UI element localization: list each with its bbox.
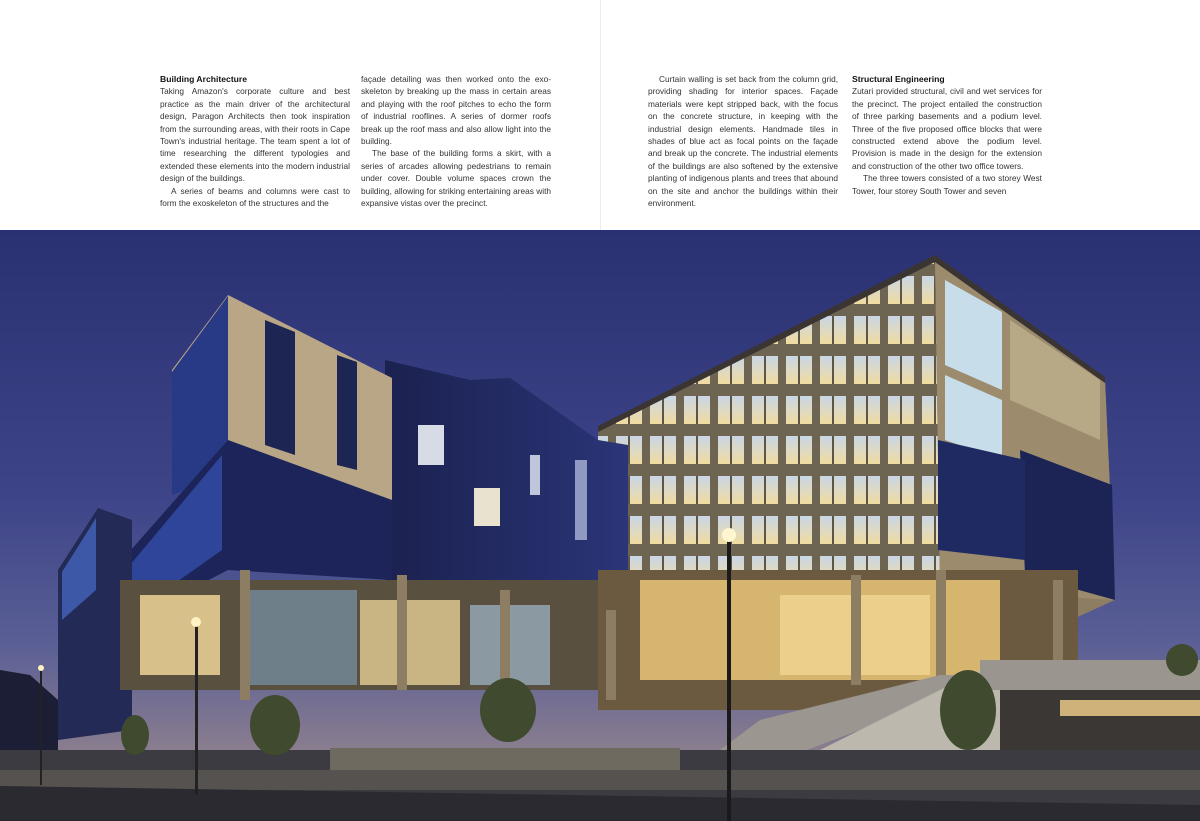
text-column-1 bbox=[160, 73, 350, 209]
paragraph: Curtain walling is set back from the column grid, providing shading for interior spaces. Façade materials were kept stripped back, with the focus on the concrete structure, in keeping with the industrial design elements. Handmade tiles in shades of blue act as focal points on the façade and break up the concrete. The industrial elements of the buildings are also softened by the extensive planting of indigenous plants and trees that abound on the site and anchor the buildings within their environment. bbox=[648, 74, 838, 209]
paragraph: Taking Amazon's corporate culture and best practice as the main driver of the architectural design, Paragon Architects then took inspiration from the surrounding areas, with their roots in Cape Town's industrial heritage. The team spent a lot of time researching the different typologies and extended these elements into the modern industrial design of the buildings. bbox=[160, 86, 350, 184]
page-gutter bbox=[600, 0, 601, 230]
paragraph: The three towers consisted of a two storey West Tower, four storey South Tower and seven bbox=[852, 173, 1042, 196]
text-column-3 bbox=[648, 73, 838, 209]
section-heading-architecture: Building Architecture bbox=[160, 74, 248, 84]
building-photograph bbox=[0, 230, 1200, 821]
building-illustration bbox=[0, 230, 1200, 821]
text-column-2 bbox=[361, 73, 551, 209]
blue-tile-block bbox=[385, 360, 628, 605]
paragraph: Zutari provided structural, civil and wet services for the precinct. The project entailed the construction of three parking basements and a podium level. Three of the five proposed office blocks that were constructed extend above the podium level. Provision is made in the design for the extension and construction of the other two office towers. bbox=[852, 86, 1042, 171]
paragraph: A series of beams and columns were cast to form the exoskeleton of the structures and the bbox=[160, 185, 350, 209]
mountain-silhouette bbox=[0, 670, 58, 750]
paragraph: The base of the building forms a skirt, with a series of arcades allowing pedestrians to remain under cover. Double volume spaces crown the building, allowing for striking entertaining areas with expansive vistas over the precinct. bbox=[361, 148, 551, 209]
paragraph: façade detailing was then worked onto the exo-skeleton by breaking up the mass in certain areas and playing with the roof pitches to echo the form of industrial rooflines. A series of dormer roofs break up the roof mass and also allow light into the building. bbox=[361, 74, 551, 147]
section-heading-structural: Structural Engineering bbox=[852, 74, 945, 84]
text-column-4 bbox=[852, 73, 1042, 197]
